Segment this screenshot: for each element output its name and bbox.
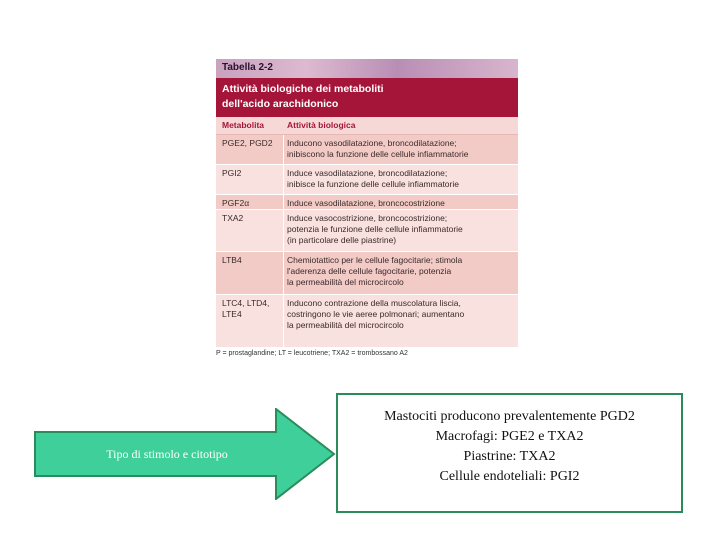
table-row: [216, 210, 518, 252]
activity-line: Induce vasodilatazione, broncodilatazione;: [287, 168, 448, 178]
col-header-activity: Attività biologica: [287, 120, 356, 130]
row-activity: [287, 298, 515, 331]
table-title-line2: dell'acido arachidonico: [222, 98, 339, 110]
table-header-row: [216, 117, 518, 135]
info-line-piastrine: Piastrine: TXA2: [463, 449, 556, 464]
row-activity: [287, 255, 515, 288]
table-row: [216, 165, 518, 195]
row-metabolite: PGF2α: [222, 198, 250, 208]
activity-line: Induce vasocostrizione, broncocostrizione;: [287, 213, 448, 223]
info-line-endoteliali: Cellule endoteliali: PGI2: [439, 469, 580, 484]
arrow-label: Tipo di stimolo e citotipo: [106, 447, 228, 461]
row-metabolite: PGI2: [222, 168, 242, 178]
row-activity: [287, 213, 515, 246]
table-figure: [216, 59, 518, 348]
col-header-metabolite: Metabolita: [222, 120, 265, 130]
table-row: [216, 252, 518, 295]
activity-line: Chemiotattico per le cellule fagocitarie; stimola: [287, 255, 463, 265]
activity-line: la permeabilità del microcircolo: [287, 320, 404, 330]
table-tab-label: [216, 59, 518, 78]
activity-line: costringono le vie aeree polmonari; aumentano: [287, 309, 465, 319]
info-line-macrofagi: Macrofagi: PGE2 e TXA2: [435, 429, 584, 444]
row-metabolite: TXA2: [222, 213, 244, 223]
table-footnote: P = prostaglandine; LT = leucotriene; TXA2 = trombossano A2: [216, 350, 408, 357]
table-number: Tabella 2-2: [222, 62, 273, 73]
activity-line: Induce vasodilatazione, broncocostrizione: [287, 198, 445, 208]
table-title-line1: Attività biologiche dei metaboliti: [222, 83, 384, 95]
activity-line: Inducono contrazione della muscolatura liscia,: [287, 298, 461, 308]
table-row: [216, 135, 518, 165]
row-metabolite: PGE2, PGD2: [222, 138, 273, 148]
row-metabolite: LTB4: [222, 255, 242, 265]
activity-line: l'aderenza delle cellule fagocitarie, potenzia: [287, 266, 452, 276]
table-row: [216, 295, 518, 348]
row-activity: [287, 198, 515, 209]
activity-line: Inducono vasodilatazione, broncodilatazione;: [287, 138, 457, 148]
row-activity: [287, 138, 515, 160]
row-activity: [287, 168, 515, 190]
row-metabolite: LTC4, LTD4, LTE4: [222, 298, 270, 319]
info-line-mastociti: Mastociti producono prevalentemente PGD2: [384, 409, 635, 424]
activity-line: inibiscono la funzione delle cellule infiammatorie: [287, 149, 469, 159]
activity-line: (in particolare delle piastrine): [287, 235, 397, 245]
info-box: [336, 393, 683, 513]
activity-line: potenzia le funzione delle cellule infiammatorie: [287, 224, 463, 234]
activity-line: la permeabilità del microcircolo: [287, 277, 404, 287]
activity-line: inibisce la funzione delle cellule infiammatorie: [287, 179, 459, 189]
table-row: [216, 195, 518, 210]
